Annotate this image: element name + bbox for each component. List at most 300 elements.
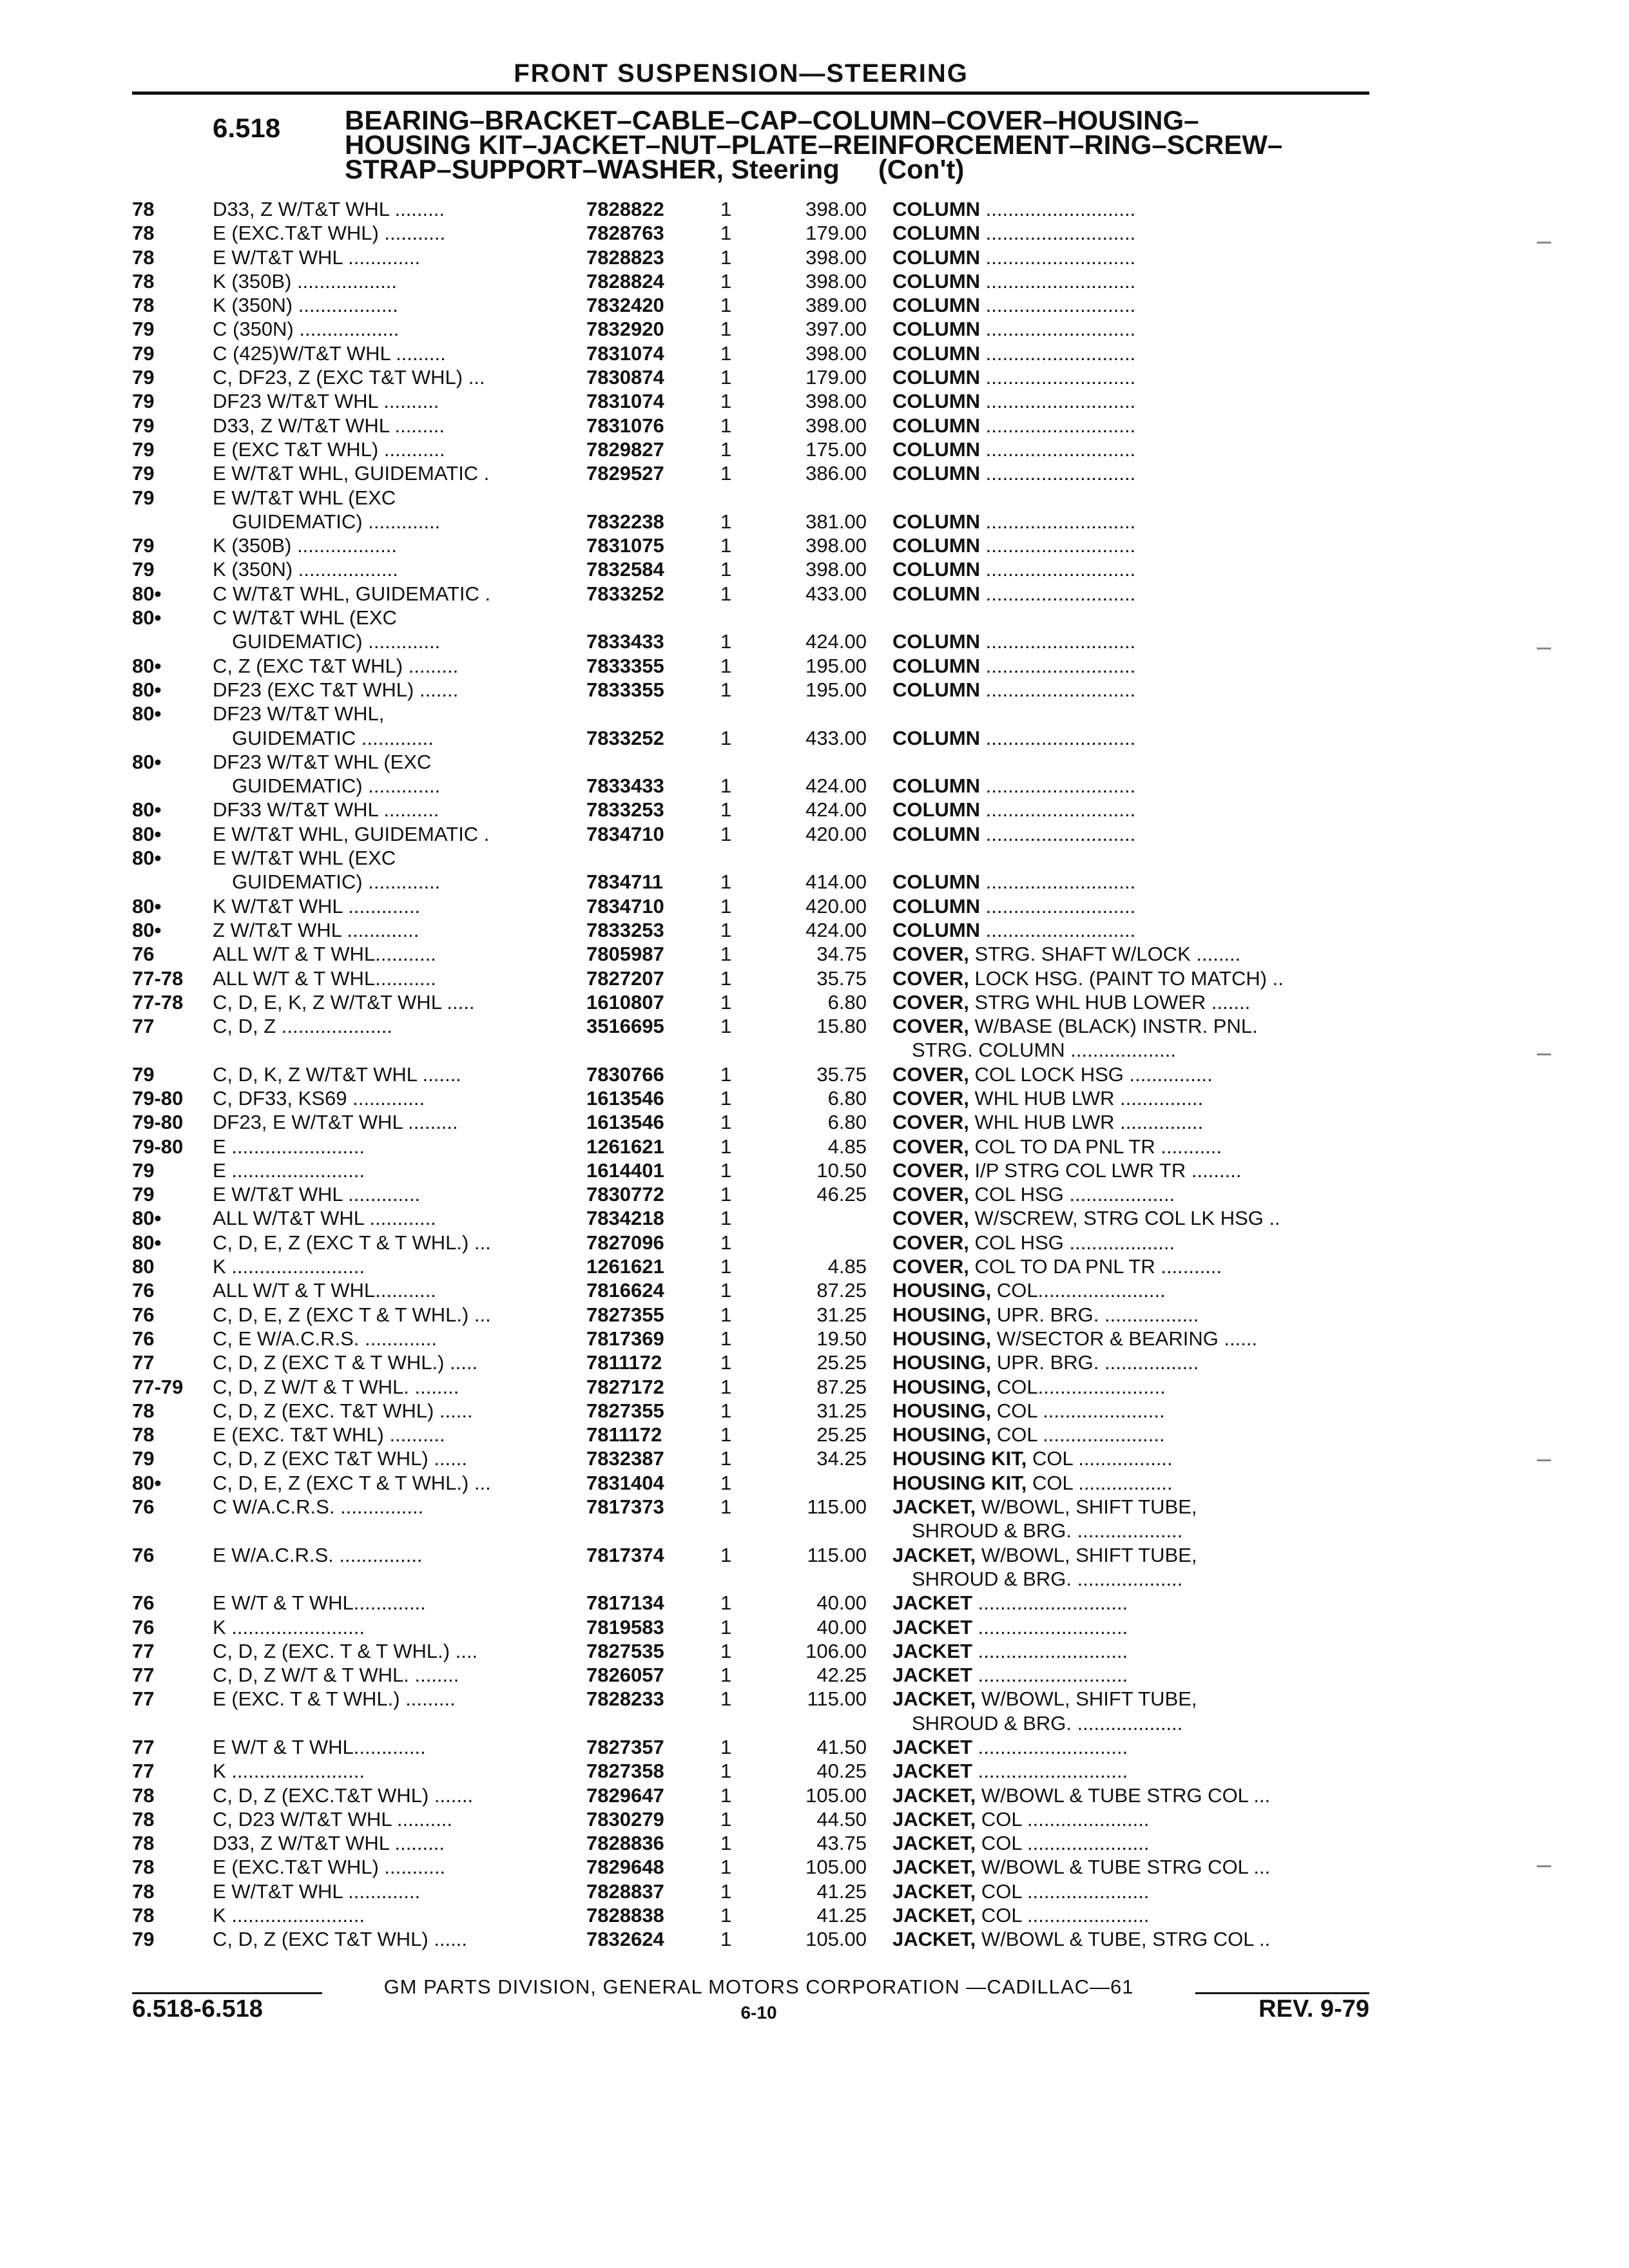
- cell-description: [892, 389, 1363, 413]
- description-text: ...........................: [980, 437, 1136, 461]
- table-row: [0, 1711, 1629, 1735]
- cell-year: 80•: [132, 1231, 162, 1254]
- cell-year: 77: [132, 1760, 155, 1783]
- description-keyword: COLUMN: [892, 894, 981, 918]
- cell-year: 79-80: [132, 1111, 184, 1134]
- cell-part-number: 7833433: [586, 774, 664, 798]
- description-keyword: COVER,: [892, 943, 969, 966]
- cell-quantity: 1: [720, 1856, 732, 1879]
- margin-mark: [1537, 242, 1551, 244]
- cell-part-number: 7828838: [586, 1904, 664, 1927]
- description-keyword: JACKET,: [892, 1495, 976, 1519]
- cell-price: 398.00: [805, 198, 867, 220]
- cell-year: 79: [132, 534, 155, 557]
- description-keyword: JACKET,: [892, 1856, 976, 1879]
- table-row: [0, 1903, 1629, 1927]
- cell-model: C, D, Z (EXC.T&T WHL) .......: [213, 1783, 474, 1807]
- cell-price: 115.00: [807, 1687, 867, 1711]
- cell-year: 78: [132, 1904, 155, 1927]
- cell-part-number: 7834710: [586, 822, 664, 845]
- cell-quantity: 1: [720, 1015, 732, 1038]
- cell-model: E W/T & T WHL.............: [213, 1736, 426, 1758]
- cell-quantity: 1: [720, 1615, 732, 1639]
- cell-description: [892, 1927, 1363, 1951]
- cell-description: [892, 1399, 1363, 1423]
- table-row: [0, 1567, 1629, 1591]
- description-text: W/BOWL & TUBE, STRG COL ..: [976, 1928, 1271, 1951]
- cell-model: C, Z (EXC T&T WHL) .........: [213, 654, 459, 677]
- cell-price: 4.85: [827, 1135, 867, 1158]
- table-row: [0, 918, 1629, 942]
- description-keyword: HOUSING,: [892, 1375, 992, 1398]
- cell-year: 78: [132, 222, 155, 245]
- description-keyword: COLUMN: [892, 414, 981, 437]
- table-row: [0, 1927, 1629, 1951]
- table-row: [0, 1879, 1629, 1903]
- description-keyword: COLUMN: [892, 654, 981, 677]
- description-keyword: COLUMN: [892, 870, 981, 894]
- cell-year: 76: [132, 1327, 155, 1350]
- cell-model: DF33 W/T&T WHL ..........: [213, 798, 439, 822]
- table-row: [0, 1038, 1629, 1062]
- cell-price: 175.00: [805, 437, 867, 461]
- cell-description: [912, 1519, 1363, 1542]
- cell-model: E W/A.C.R.S. ...............: [213, 1543, 423, 1566]
- cell-year: 80•: [132, 847, 162, 870]
- cell-price: 105.00: [805, 1783, 867, 1807]
- cell-year: 77: [132, 1736, 155, 1758]
- cell-price: 398.00: [805, 390, 867, 413]
- cell-part-number: 7827358: [586, 1760, 664, 1783]
- cell-year: 79-80: [132, 1086, 184, 1110]
- description-text: ...........................: [980, 798, 1136, 822]
- table-row: [0, 510, 1629, 533]
- description-keyword: COVER,: [892, 1207, 969, 1230]
- cell-quantity: 1: [720, 462, 732, 485]
- description-keyword: COLUMN: [892, 558, 981, 581]
- cell-quantity: 1: [720, 390, 732, 413]
- description-text: W/BOWL & TUBE STRG COL ...: [976, 1783, 1271, 1807]
- cell-quantity: 1: [720, 1783, 732, 1807]
- page-header-title: FRONT SUSPENSION—STEERING: [514, 59, 969, 88]
- cell-price: 179.00: [805, 366, 867, 389]
- description-keyword: JACKET,: [892, 1687, 976, 1711]
- cell-model: ALL W/T & T WHL...........: [213, 943, 436, 966]
- table-row: [0, 1591, 1629, 1615]
- table-row: [0, 1206, 1629, 1230]
- cell-description: [892, 1206, 1363, 1230]
- cell-part-number: 7829827: [586, 437, 664, 461]
- cell-part-number: 7830279: [586, 1807, 664, 1831]
- description-text: COL LOCK HSG ...............: [969, 1062, 1213, 1086]
- cell-part-number: 7831404: [586, 1471, 664, 1494]
- cell-year: 80•: [132, 654, 162, 677]
- description-keyword: HOUSING,: [892, 1303, 992, 1326]
- description-keyword: COVER,: [892, 1086, 969, 1110]
- cell-part-number: 7826057: [586, 1664, 664, 1687]
- cell-quantity: 1: [720, 1423, 732, 1446]
- description-text: W/SCREW, STRG COL LK HSG ..: [969, 1207, 1280, 1230]
- description-text: ...........................: [980, 654, 1136, 677]
- section-title-line-3-text: STRAP–SUPPORT–WASHER, Steering: [345, 154, 840, 184]
- cell-description: [892, 269, 1363, 293]
- cell-price: 398.00: [805, 534, 867, 557]
- description-keyword: COLUMN: [892, 245, 981, 269]
- cell-model: C (350N) ..................: [213, 318, 400, 341]
- cell-part-number: 7817374: [586, 1543, 664, 1566]
- cell-price: 398.00: [805, 245, 867, 269]
- cell-price: 40.25: [816, 1760, 867, 1783]
- cell-quantity: 1: [720, 1279, 732, 1302]
- footer-revision: REV. 9-79: [1258, 1995, 1369, 2023]
- description-text: ...........................: [980, 462, 1136, 485]
- cell-description: [912, 1711, 1363, 1735]
- description-text: ...........................: [980, 222, 1136, 245]
- cell-year: 78: [132, 269, 155, 293]
- cell-price: 386.00: [805, 462, 867, 485]
- cell-quantity: 1: [720, 1111, 732, 1134]
- description-keyword: COLUMN: [892, 534, 981, 557]
- cell-quantity: 1: [720, 1832, 732, 1855]
- cell-model: E (EXC T&T WHL) ...........: [213, 437, 445, 461]
- cell-model: E (EXC.T&T WHL) ...........: [213, 222, 446, 245]
- table-row: [0, 197, 1629, 221]
- cell-model: D33, Z W/T&T WHL .........: [213, 414, 445, 437]
- cell-quantity: 1: [720, 1447, 732, 1470]
- cell-price: 6.80: [827, 1086, 867, 1110]
- description-keyword: JACKET,: [892, 1904, 976, 1927]
- table-row: [0, 1831, 1629, 1855]
- table-row: [0, 317, 1629, 341]
- cell-model: C W/T&T WHL, GUIDEMATIC .: [213, 582, 491, 605]
- cell-price: 398.00: [805, 269, 867, 293]
- cell-price: 43.75: [816, 1832, 867, 1855]
- table-row: [0, 1254, 1629, 1278]
- cell-description: [892, 317, 1363, 341]
- cell-year: 79: [132, 1447, 155, 1470]
- cell-price: 41.50: [816, 1736, 867, 1758]
- cell-price: 87.25: [816, 1279, 867, 1302]
- cell-price: 19.50: [816, 1327, 867, 1350]
- cell-part-number: 7827357: [586, 1736, 664, 1758]
- section-title-line-2: HOUSING KIT–JACKET–NUT–PLATE–REINFORCEMENT–RING–SCREW–: [345, 130, 1283, 160]
- cell-quantity: 1: [720, 1664, 732, 1687]
- cell-quantity: 1: [720, 894, 732, 918]
- cell-description: [892, 1110, 1363, 1134]
- table-row: [0, 1471, 1629, 1495]
- cell-quantity: 1: [720, 1158, 732, 1182]
- table-row: [0, 437, 1629, 461]
- cell-year: 76: [132, 1495, 155, 1519]
- table-row: [0, 1446, 1629, 1470]
- description-text: COL .................: [1027, 1471, 1173, 1494]
- cell-price: 115.00: [807, 1495, 867, 1519]
- description-keyword: COLUMN: [892, 222, 981, 245]
- cell-price: 15.80: [816, 1015, 867, 1038]
- cell-part-number: 7830766: [586, 1062, 664, 1086]
- cell-model: C, D, Z ....................: [213, 1015, 393, 1038]
- margin-mark: [1537, 648, 1551, 649]
- cell-model: E (EXC.T&T WHL) ...........: [213, 1856, 446, 1879]
- cell-part-number: 7832238: [586, 510, 664, 533]
- cell-part-number: 7828837: [586, 1879, 664, 1903]
- description-keyword: COLUMN: [892, 678, 981, 701]
- cell-description: [892, 1807, 1363, 1831]
- cell-year: 77: [132, 1639, 155, 1662]
- cell-model: C, D, Z W/T & T WHL. ........: [213, 1375, 459, 1398]
- description-keyword: JACKET: [892, 1591, 973, 1615]
- cell-description: [892, 1615, 1363, 1639]
- cell-quantity: 1: [720, 1231, 732, 1254]
- table-row: [0, 341, 1629, 365]
- table-row: [0, 1158, 1629, 1182]
- cell-quantity: 1: [720, 1928, 732, 1951]
- cell-quantity: 1: [720, 294, 732, 317]
- cell-model: C, D, Z (EXC. T & T WHL.) ....: [213, 1639, 478, 1662]
- cell-model: K (350N) ..................: [213, 558, 398, 581]
- description-text: SHROUD & BRG. ...................: [912, 1711, 1183, 1735]
- cell-price: 179.00: [805, 222, 867, 245]
- cell-part-number: 7830874: [586, 366, 664, 389]
- cell-part-number: 7828836: [586, 1832, 664, 1855]
- table-row: [0, 461, 1629, 485]
- cell-price: 34.75: [816, 943, 867, 966]
- cell-year: 80•: [132, 798, 162, 822]
- description-text: ...........................: [980, 414, 1136, 437]
- cell-model: C, D23 W/T&T WHL ..........: [213, 1807, 453, 1831]
- table-row: [0, 1783, 1629, 1807]
- cell-description: [892, 1591, 1363, 1615]
- cell-model: C, D, Z (EXC. T&T WHL) ......: [213, 1399, 473, 1422]
- description-keyword: COLUMN: [892, 822, 981, 845]
- cell-description: [892, 1639, 1363, 1663]
- cell-price: 424.00: [805, 774, 867, 798]
- cell-year: 78: [132, 198, 155, 220]
- description-text: ...........................: [980, 870, 1136, 894]
- description-keyword: HOUSING,: [892, 1351, 992, 1374]
- table-row: [0, 389, 1629, 413]
- cell-quantity: 1: [720, 1351, 732, 1374]
- description-text: COL ......................: [976, 1904, 1150, 1927]
- cell-year: 76: [132, 943, 155, 966]
- cell-quantity: 1: [720, 582, 732, 605]
- cell-part-number: 7817369: [586, 1327, 664, 1350]
- cell-year: 78: [132, 1832, 155, 1855]
- cell-description: [892, 1303, 1363, 1327]
- cell-model: C (425)W/T&T WHL .........: [213, 341, 446, 365]
- description-text: ...........................: [980, 894, 1136, 918]
- cell-year: 79: [132, 1928, 155, 1951]
- description-keyword: COLUMN: [892, 582, 981, 605]
- section-title-line-1: BEARING–BRACKET–CABLE–CAP–COLUMN–COVER–HOUSING–: [345, 105, 1199, 135]
- cell-year: 79: [132, 1062, 155, 1086]
- cell-part-number: 7830772: [586, 1183, 664, 1206]
- cell-price: 46.25: [816, 1183, 867, 1206]
- table-row: [0, 1231, 1629, 1254]
- table-row: [0, 1615, 1629, 1639]
- cell-description: [892, 1879, 1363, 1903]
- cell-part-number: 7828824: [586, 269, 664, 293]
- description-keyword: COVER,: [892, 966, 969, 990]
- table-row: [0, 750, 1629, 774]
- cell-part-number: 7827172: [586, 1375, 664, 1398]
- description-text: W/BASE (BLACK) INSTR. PNL.: [969, 1015, 1258, 1038]
- table-row: [0, 533, 1629, 557]
- description-text: ...........................: [980, 726, 1136, 749]
- description-keyword: COLUMN: [892, 294, 981, 317]
- table-row: [0, 1735, 1629, 1759]
- cell-year: 79: [132, 414, 155, 437]
- description-keyword: HOUSING,: [892, 1279, 992, 1302]
- table-row: [0, 365, 1629, 389]
- cell-year: 78: [132, 1399, 155, 1422]
- cell-quantity: 1: [720, 1255, 732, 1278]
- cell-part-number: 7811172: [586, 1423, 662, 1446]
- table-row: [0, 966, 1629, 990]
- cell-quantity: 1: [720, 654, 732, 677]
- description-text: ...........................: [980, 341, 1136, 365]
- cell-description: [892, 1446, 1363, 1470]
- description-text: SHROUD & BRG. ...................: [912, 1567, 1183, 1590]
- cell-quantity: 1: [720, 245, 732, 269]
- description-text: ...........................: [980, 630, 1136, 653]
- cell-price: 398.00: [805, 558, 867, 581]
- cell-description: [892, 1182, 1363, 1206]
- cell-part-number: 7832584: [586, 558, 664, 581]
- description-text: ...........................: [980, 822, 1136, 845]
- cell-price: 389.00: [805, 294, 867, 317]
- cell-year: 79: [132, 1158, 155, 1182]
- cell-quantity: 1: [720, 1399, 732, 1422]
- cell-part-number: 7833355: [586, 654, 664, 677]
- cell-model: E W/T&T WHL (EXC: [213, 486, 396, 509]
- cell-model: C, D, E, K, Z W/T&T WHL .....: [213, 990, 475, 1014]
- cell-part-number: 7819583: [586, 1615, 664, 1639]
- cell-price: 25.25: [816, 1423, 867, 1446]
- cell-part-number: 1610807: [586, 990, 664, 1014]
- cell-model: K W/T&T WHL .............: [213, 894, 421, 918]
- cell-price: 42.25: [816, 1664, 867, 1687]
- cell-quantity: 1: [720, 822, 732, 845]
- section-number: 6.518: [213, 113, 281, 143]
- cell-part-number: 7832387: [586, 1447, 664, 1470]
- cell-description: [892, 942, 1363, 966]
- table-row: [0, 582, 1629, 606]
- table-row: [0, 1855, 1629, 1879]
- cell-description: [892, 245, 1363, 269]
- cell-quantity: 1: [720, 318, 732, 341]
- cell-description: [892, 365, 1363, 389]
- cell-model: E W/T&T WHL, GUIDEMATIC .: [213, 462, 490, 485]
- description-text: W/BOWL, SHIFT TUBE,: [976, 1495, 1197, 1519]
- description-text: STRG WHL HUB LOWER .......: [969, 990, 1251, 1014]
- cell-quantity: 1: [720, 222, 732, 245]
- description-keyword: JACKET: [892, 1615, 973, 1639]
- table-row: [0, 1807, 1629, 1831]
- description-text: ...........................: [980, 534, 1136, 557]
- cell-year: 79: [132, 462, 155, 485]
- description-keyword: COVER,: [892, 990, 969, 1014]
- continued-label: (Con't): [878, 154, 965, 184]
- table-row: [0, 942, 1629, 966]
- description-text: ...........................: [980, 318, 1136, 341]
- table-row: [0, 1375, 1629, 1399]
- description-keyword: JACKET: [892, 1736, 973, 1758]
- cell-price: 420.00: [805, 822, 867, 845]
- cell-part-number: 7831074: [586, 390, 664, 413]
- cell-description: [892, 1327, 1363, 1350]
- cell-quantity: 1: [720, 1687, 732, 1711]
- description-keyword: COLUMN: [892, 510, 981, 533]
- cell-description: [892, 798, 1363, 822]
- cell-part-number: 7833252: [586, 726, 664, 749]
- description-keyword: COVER,: [892, 1015, 969, 1038]
- cell-model: GUIDEMATIC) .............: [232, 870, 441, 894]
- cell-year: 76: [132, 1303, 155, 1326]
- cell-model: K ........................: [213, 1760, 365, 1783]
- description-text: ...........................: [972, 1615, 1128, 1639]
- description-text: W/BOWL, SHIFT TUBE,: [976, 1687, 1197, 1711]
- cell-price: 31.25: [816, 1399, 867, 1422]
- table-row: [0, 1519, 1629, 1542]
- cell-description: [892, 461, 1363, 485]
- description-text: W/BOWL, SHIFT TUBE,: [976, 1543, 1197, 1566]
- footer-publisher: GM PARTS DIVISION, GENERAL MOTORS CORPORATION —CADILLAC—61: [383, 1975, 1134, 1998]
- cell-quantity: 1: [720, 1543, 732, 1566]
- table-row: [0, 1639, 1629, 1663]
- cell-year: 80•: [132, 822, 162, 845]
- cell-price: 4.85: [827, 1255, 867, 1278]
- description-text: ...........................: [980, 198, 1136, 220]
- footer-section-range: 6.518-6.518: [132, 1995, 263, 2023]
- cell-description: [892, 774, 1363, 798]
- cell-year: 77-78: [132, 990, 184, 1014]
- cell-description: [892, 678, 1363, 702]
- cell-model: E ........................: [213, 1158, 365, 1182]
- description-text: COL ......................: [991, 1423, 1165, 1446]
- cell-year: 77: [132, 1664, 155, 1687]
- cell-model: ALL W/T & T WHL...........: [213, 966, 436, 990]
- cell-year: 78: [132, 245, 155, 269]
- cell-description: [892, 533, 1363, 557]
- cell-quantity: 1: [720, 534, 732, 557]
- cell-year: 78: [132, 1783, 155, 1807]
- cell-model: GUIDEMATIC .............: [232, 726, 434, 749]
- cell-description: [892, 1759, 1363, 1783]
- cell-price: 398.00: [805, 414, 867, 437]
- description-text: ...........................: [972, 1664, 1128, 1687]
- cell-model: GUIDEMATIC) .............: [232, 510, 441, 533]
- description-text: SHROUD & BRG. ...................: [912, 1519, 1183, 1542]
- cell-price: 397.00: [805, 318, 867, 341]
- description-text: COL HSG ...................: [969, 1183, 1175, 1206]
- cell-year: 78: [132, 1879, 155, 1903]
- table-row: [0, 822, 1629, 846]
- table-row: [0, 1399, 1629, 1423]
- cell-part-number: 7831076: [586, 414, 664, 437]
- cell-quantity: 1: [720, 1495, 732, 1519]
- cell-model: GUIDEMATIC) .............: [232, 774, 441, 798]
- cell-part-number: 7811172: [586, 1351, 662, 1374]
- cell-price: 420.00: [805, 894, 867, 918]
- cell-part-number: 7831075: [586, 534, 664, 557]
- cell-quantity: 1: [720, 1086, 732, 1110]
- description-keyword: HOUSING KIT,: [892, 1471, 1027, 1494]
- cell-description: [892, 510, 1363, 533]
- table-row: [0, 1182, 1629, 1206]
- cell-price: 433.00: [805, 726, 867, 749]
- cell-description: [892, 1543, 1363, 1567]
